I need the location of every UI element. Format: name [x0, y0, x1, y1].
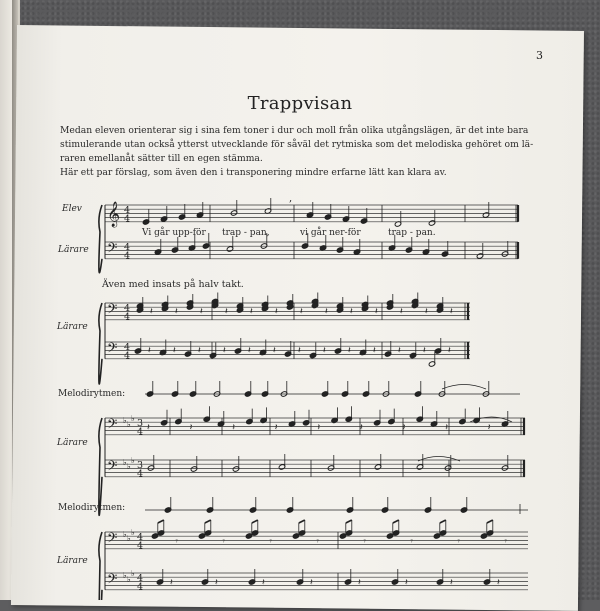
- beam: [299, 520, 305, 523]
- rest: 𝄽: [150, 307, 153, 317]
- staff-label-larare-4: Lärare: [57, 556, 88, 566]
- time-signature-top: 4: [137, 573, 144, 584]
- rest: 𝄽: [274, 423, 278, 433]
- staff-label-larare-2: Lärare: [57, 322, 88, 332]
- beam: [205, 520, 211, 523]
- brace: [99, 205, 102, 273]
- rest: 𝄽: [350, 307, 353, 317]
- rest: 𝄽: [170, 578, 173, 588]
- rest: 𝄾: [316, 537, 319, 547]
- rest: 𝄽: [273, 346, 276, 356]
- lyric-measure-2: trap - pan,: [222, 228, 270, 238]
- time-signature-bottom: 4: [124, 213, 131, 225]
- rest: 𝄽: [348, 346, 351, 356]
- rest: 𝄽: [445, 423, 448, 433]
- rest: 𝄽: [248, 346, 251, 356]
- time-signature-bottom: 4: [124, 311, 131, 323]
- flat-sign: ♭: [123, 571, 127, 580]
- rest: 𝄽: [298, 346, 301, 356]
- staff-label-larare: Lärare: [58, 245, 89, 255]
- rest: 𝄾: [175, 537, 178, 547]
- bass-clef-icon: 𝄢: [107, 458, 118, 477]
- rest: 𝄽: [173, 346, 176, 356]
- tie: [442, 385, 486, 390]
- flat-sign: ♭: [123, 458, 127, 467]
- bass-clef-icon: 𝄢: [107, 340, 118, 359]
- staff-label-larare-3: Lärare: [57, 438, 88, 448]
- bass-clef-icon: 𝄢: [107, 571, 118, 590]
- rest: 𝄽: [448, 346, 451, 356]
- flat-sign: ♭: [131, 456, 135, 465]
- rest: 𝄽: [310, 578, 313, 588]
- rest: 𝄾: [269, 537, 272, 547]
- rest: 𝄽: [497, 578, 500, 588]
- rest: 𝄽: [225, 307, 228, 317]
- rest: 𝄽: [317, 423, 321, 433]
- rest: 𝄽: [360, 423, 363, 433]
- rest: 𝄽: [398, 346, 401, 356]
- page-title: Trappvisan: [247, 93, 353, 114]
- rest: 𝄽: [250, 307, 253, 317]
- rhythm-label-1: Melodirytmen:: [58, 389, 126, 399]
- beam: [252, 520, 258, 523]
- lyric-measure-3: vi går ner-för: [300, 228, 361, 238]
- flat-sign: ♭: [127, 420, 131, 429]
- rest: 𝄾: [504, 537, 507, 547]
- rhythm-label-2: Melodirytmen:: [58, 503, 126, 513]
- beam: [158, 520, 164, 523]
- time-signature-top: 3: [137, 418, 144, 429]
- time-signature-bottom: 4: [124, 350, 131, 362]
- beam: [440, 520, 446, 523]
- beam: [393, 520, 399, 523]
- bass-clef-icon: 𝄢: [107, 240, 118, 259]
- rest: 𝄽: [487, 423, 491, 433]
- time-signature-top: 4: [124, 303, 131, 314]
- time-signature-bottom: 4: [137, 468, 144, 480]
- rest: 𝄽: [358, 578, 361, 588]
- rest: 𝄽: [325, 307, 328, 317]
- intro-line: Här ett par förslag, som även den i transponering mindre erfarne lätt kan klara av.: [60, 167, 447, 178]
- rest: 𝄽: [400, 307, 403, 317]
- breath-mark: ,: [289, 193, 293, 204]
- rest: 𝄽: [323, 346, 326, 356]
- beam: [487, 520, 493, 523]
- rest: 𝄽: [375, 307, 378, 317]
- rest: 𝄾: [457, 537, 460, 547]
- flat-sign: ♭: [127, 575, 131, 584]
- time-signature-top: 4: [124, 342, 131, 353]
- intro-line: raren emellanåt sätter till en egen stämma.: [60, 153, 263, 164]
- rest: 𝄾: [410, 537, 413, 547]
- bass-clef-icon: 𝄢: [107, 416, 118, 435]
- rest: 𝄽: [450, 307, 453, 317]
- lyric-measure-1: Vi går upp-för: [142, 228, 206, 238]
- rest: 𝄽: [198, 346, 201, 356]
- intro-line: stimulerande utan också ytterst utvecklande för såväl det rytmiska som det melodiska gehöret om lä-: [60, 139, 534, 150]
- bass-clef-icon: 𝄢: [107, 530, 118, 549]
- time-signature-top: 4: [124, 242, 131, 253]
- time-signature-top: 3: [137, 460, 144, 471]
- time-signature-bottom: 4: [137, 426, 144, 438]
- rest: 𝄽: [232, 423, 235, 433]
- rest: 𝄽: [423, 346, 426, 356]
- rest: 𝄽: [175, 307, 178, 317]
- brace: [99, 303, 102, 384]
- brace: [99, 418, 102, 515]
- rest: 𝄽: [147, 423, 150, 433]
- staff-label-elev: Elev: [62, 204, 82, 214]
- rest: 𝄽: [425, 307, 428, 317]
- flat-sign: ♭: [127, 462, 131, 471]
- flat-sign: ♭: [131, 569, 135, 578]
- lyric-measure-4: trap - pan.: [388, 228, 436, 238]
- rest: 𝄽: [450, 578, 453, 588]
- rest: 𝄽: [200, 307, 203, 317]
- flat-sign: ♭: [123, 416, 127, 425]
- rest: 𝄽: [373, 346, 376, 356]
- flat-sign: ♭: [123, 530, 127, 539]
- intro-line: Medan eleven orienterar sig i sina fem toner i dur och moll från olika utgångslägen, är det inte bara: [60, 125, 529, 136]
- rest: 𝄽: [300, 307, 303, 317]
- treble-clef-icon: 𝄞: [107, 202, 121, 227]
- bass-clef-icon: 𝄢: [107, 301, 118, 320]
- time-signature-bottom: 4: [137, 581, 144, 593]
- rest: 𝄽: [148, 346, 151, 356]
- rest: 𝄽: [275, 307, 278, 317]
- rest: 𝄽: [223, 346, 226, 356]
- time-signature-top: 4: [137, 532, 144, 543]
- page-number: 3: [536, 49, 543, 62]
- section-caption: Även med insats på halv takt.: [102, 279, 244, 290]
- flat-sign: ♭: [127, 534, 131, 543]
- time-signature-bottom: 4: [137, 540, 144, 552]
- flat-sign: ♭: [131, 414, 135, 423]
- time-signature-top: 4: [124, 205, 131, 216]
- rest: 𝄽: [405, 578, 408, 588]
- time-signature-bottom: 4: [124, 250, 131, 262]
- rest: 𝄽: [189, 423, 193, 433]
- rest: 𝄾: [363, 537, 366, 547]
- brace: [99, 532, 102, 600]
- beam: [346, 520, 352, 523]
- rest: 𝄽: [262, 578, 265, 588]
- rest: 𝄽: [402, 423, 406, 433]
- rest: 𝄽: [215, 578, 218, 588]
- rest: 𝄾: [222, 537, 225, 547]
- flat-sign: ♭: [131, 528, 135, 537]
